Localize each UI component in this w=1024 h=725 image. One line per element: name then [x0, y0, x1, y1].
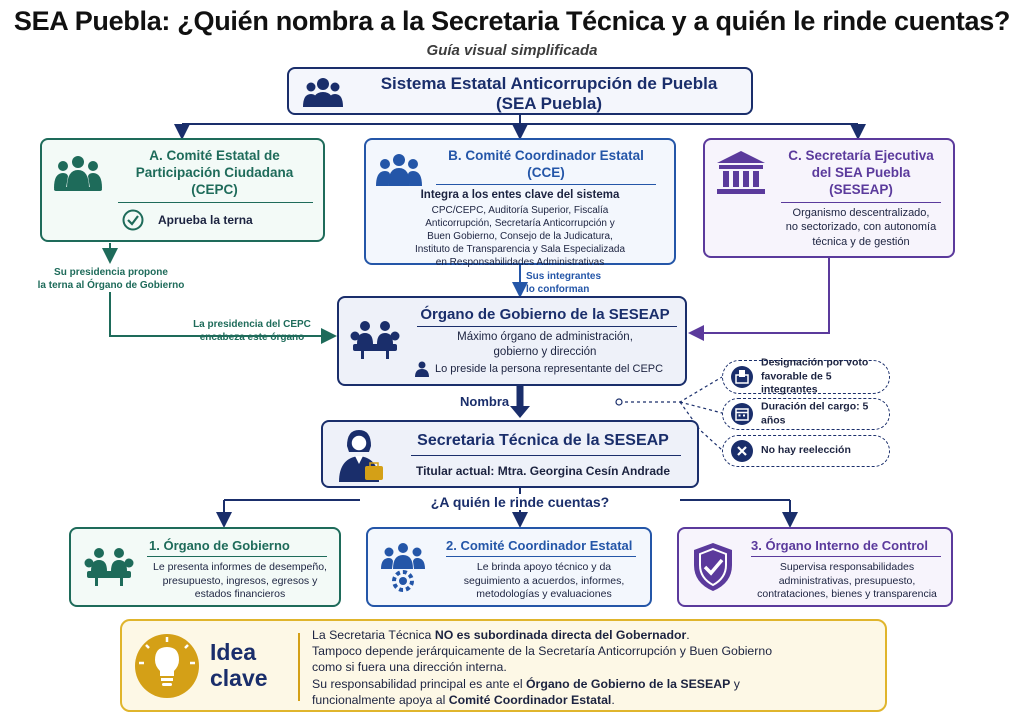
idea-text: .: [686, 628, 690, 642]
secretaria-titular: Titular actual: Mtra. Georgina Cesín Andrade: [415, 464, 671, 478]
shield-check-icon: [691, 541, 735, 598]
organo-desc-2: gobierno y dirección: [493, 345, 597, 358]
account-desc: administrativas, presupuesto,: [778, 574, 916, 587]
meeting-table-icon: [349, 318, 401, 365]
idea-text: .: [611, 692, 615, 707]
rinde-cuentas-heading: ¿A quién le rinde cuentas?: [360, 494, 680, 510]
organo-desc-1: Máximo órgano de administración,: [457, 331, 633, 343]
seseap-desc-line: Organismo descentralizado,: [792, 207, 930, 219]
cepc-propone-label-2: la terna al Órgano de Gobierno: [37, 280, 185, 291]
account-number: 1.: [149, 538, 160, 553]
idea-text: Su responsabilidad principal es ante el: [312, 676, 526, 691]
account-title: Órgano Interno de Control: [765, 538, 928, 553]
seseap-desc-line: técnica y de gestión: [812, 235, 910, 248]
check-circle-icon: [122, 209, 144, 236]
cce-title-1: B. Comité Coordinador Estatal: [448, 148, 644, 163]
account-desc: seguimiento a acuerdos, informes,: [463, 574, 625, 587]
organo-box: [337, 296, 687, 386]
person-icon: [415, 361, 429, 382]
cce-member-line: CPC/CEPC, Auditoría Superior, Fiscalía: [431, 205, 609, 216]
x-circle-icon: [731, 440, 753, 462]
account-desc: estados financieros: [194, 588, 286, 601]
idea-label: Idea: [210, 639, 257, 665]
idea-text: Tampoco depende jerárquicamente de la Secretaría Anticorrupción y Buen Gobierno: [312, 644, 773, 659]
seseap-desc-line: no sectorizado, con autonomía: [785, 221, 937, 234]
pill-no-reelection: [722, 435, 890, 467]
divider: [781, 202, 941, 203]
cepc-encabeza-label-2: encabeza este órgano: [199, 332, 305, 343]
account-desc: Supervisa responsabilidades: [779, 561, 915, 573]
people-gear-icon: [378, 541, 428, 598]
cepc-propone-label: Su presidencia propone: [54, 267, 168, 278]
people-group-icon: [376, 152, 422, 193]
account-desc: metodologías y evaluaciones: [476, 588, 612, 601]
ballot-box-icon: [731, 366, 753, 388]
cce-conforman-label-2: lo conforman: [526, 284, 590, 295]
cce-member-line: Anticorrupción, Secretaría Anticorrupción y: [425, 218, 615, 229]
idea-text-bold: Comité Coordinador Estatal: [448, 692, 612, 707]
lightbulb-icon: [134, 633, 200, 704]
sea-box: [287, 67, 753, 115]
cepc-title-1: A. Comité Estatal de: [149, 148, 280, 163]
pill-text-2: favorable de 5 integrantes: [761, 370, 832, 396]
idea-label-2: clave: [210, 665, 268, 692]
divider: [446, 556, 636, 557]
divider: [298, 633, 300, 701]
cce-member-line: Instituto de Transparencia y Sala Especializada: [414, 244, 626, 255]
people-group-icon: [303, 75, 343, 114]
secretaria-box: [321, 420, 699, 488]
idea-text: funcionalmente apoya al: [312, 692, 449, 707]
organo-preside: Lo preside la persona representante del CEPC: [435, 363, 664, 375]
pill-text: Duración del cargo: 5 años: [761, 400, 869, 426]
meeting-table-icon: [83, 545, 135, 592]
sea-acronym: (SEA Puebla): [495, 94, 603, 114]
idea-text: y: [730, 676, 740, 691]
account-cce-box: [366, 527, 652, 607]
account-title: Órgano de Gobierno: [163, 538, 290, 553]
idea-text-bold: NO es subordinada directa del Gobernador: [434, 628, 687, 642]
idea-text: como si fuera una dirección interna.: [312, 660, 507, 675]
cce-member-line: en Responsabilidades Administrativas: [435, 257, 605, 268]
divider: [751, 556, 941, 557]
pill-designation: [722, 356, 890, 396]
idea-clave-box: [120, 619, 887, 712]
cepc-title-2: Participación Ciudadana: [135, 164, 294, 180]
idea-text: La Secretaria Técnica: [312, 628, 435, 642]
cepc-box: [40, 138, 325, 242]
cce-title-2: (CCE): [527, 164, 565, 180]
cce-member-line: Buen Gobierno, Consejo de la Judicatura,: [427, 231, 613, 242]
divider: [118, 202, 313, 203]
pill-text: No hay reelección: [761, 444, 851, 457]
executive-woman-icon: [335, 428, 385, 489]
account-desc: presupuesto, ingresos, egresos y: [162, 574, 318, 587]
sea-title: Sistema Estatal Anticorrupción de Puebla: [380, 74, 718, 93]
organo-title: Órgano de Gobierno de la SESEAP: [420, 306, 670, 323]
divider: [417, 326, 677, 327]
seseap-title-1: C. Secretaría Ejecutiva: [788, 148, 934, 163]
cepc-title-3: (CEPC): [191, 181, 238, 197]
divider: [147, 556, 327, 557]
idea-text-bold: Órgano de Gobierno de la SESEAP: [525, 676, 731, 691]
pill-text: Designación por voto: [761, 356, 869, 369]
cepc-approves: Aprueba la terna: [158, 213, 253, 227]
seseap-title-3: (SESEAP): [829, 181, 893, 197]
government-building-icon: [715, 150, 767, 201]
account-desc: Le presenta informes de desempeño,: [153, 561, 327, 573]
account-desc: Le brinda apoyo técnico y da: [476, 561, 612, 573]
divider: [436, 184, 656, 185]
secretaria-title: Secretaria Técnica de la SESEAP: [417, 432, 669, 449]
account-title: Comité Coordinador Estatal: [460, 538, 633, 553]
account-oic-box: [677, 527, 953, 607]
divider: [411, 455, 681, 456]
account-number: 3.: [751, 538, 762, 553]
people-group-icon: [54, 154, 102, 197]
cce-box: [364, 138, 676, 268]
seseap-box: [703, 138, 955, 258]
cce-desc-title: Integra a los entes clave del sistema: [420, 189, 620, 201]
cepc-encabeza-label: La presidencia del CEPC: [193, 319, 311, 330]
nombra-label: Nombra: [460, 394, 510, 409]
calendar-icon: [731, 403, 753, 425]
seseap-title-2: del SEA Puebla: [811, 164, 911, 180]
cce-conforman-label: Sus integrantes: [526, 271, 602, 282]
account-desc: contrataciones, bienes y transparencia: [757, 588, 937, 601]
page-subtitle: Guía visual simplificada: [426, 42, 598, 59]
page-title: SEA Puebla: ¿Quién nombra a la Secretaria Técnica y a quién le rinde cuentas?: [13, 6, 1011, 36]
account-organo-box: [69, 527, 341, 607]
account-number: 2.: [446, 538, 457, 553]
pill-duration: [722, 398, 890, 430]
